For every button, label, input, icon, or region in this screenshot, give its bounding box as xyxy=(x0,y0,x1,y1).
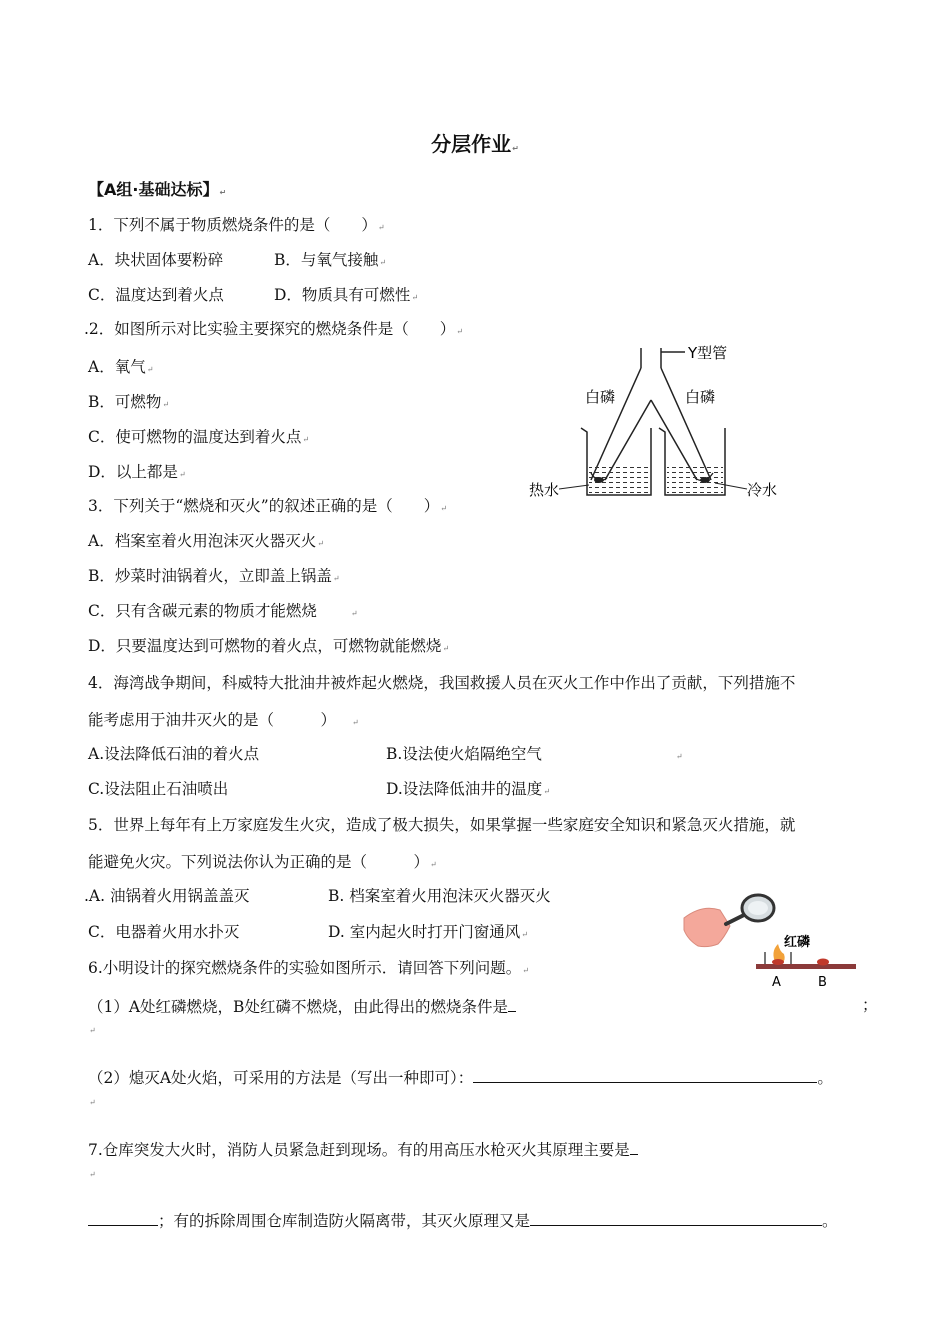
q7-mark: ↵ xyxy=(89,1170,96,1179)
red-phosphorus-b xyxy=(817,959,829,966)
q6-sub1-mark: ↵ xyxy=(89,1026,96,1035)
white-phosphorus-label-right: 白磷 xyxy=(685,388,716,406)
q4-option-b: B.设法使火焰隔绝空气 ↵ xyxy=(386,745,683,763)
q3-option-d: D．只要温度达到可燃物的着火点，可燃物就能燃烧↵ xyxy=(88,637,450,655)
q5-option-c: C．电器着火用水扑灭 xyxy=(88,923,240,941)
q1-stem: 1．下列不属于物质燃烧条件的是（ ）↵ xyxy=(88,216,385,234)
white-phosphorus-label-left: 白磷 xyxy=(585,388,616,406)
q1-option-b: B．与氧气接触↵ xyxy=(274,251,387,269)
q2-option-c: C．使可燃物的温度达到着火点↵ xyxy=(88,428,310,446)
q4-stem-line1: 4．海湾战争期间，科威特大批油井被炸起火燃烧，我国救援人员在灭火工作中作出了贡献，下列措施不 xyxy=(88,674,796,692)
q4-option-d: D.设法降低油井的温度↵ xyxy=(386,780,551,798)
q6-sub1-answer-blank[interactable] xyxy=(508,995,516,1012)
hot-water-label: 热水 xyxy=(529,481,560,499)
white-phosphorus-left xyxy=(594,477,604,483)
q5-stem-line2: 能避免火灾。下列说法你认为正确的是（ ）↵ xyxy=(88,853,437,871)
y-tube-label: Y型管 xyxy=(688,344,728,362)
y-tube-experiment-figure xyxy=(525,340,795,510)
metal-plate xyxy=(756,964,856,969)
red-phosphorus-label: 红磷 xyxy=(784,935,811,950)
q1-option-a: A．块状固体要粉碎 xyxy=(88,251,224,269)
white-phosphorus-right xyxy=(700,477,710,483)
q2-option-d: D．以上都是↵ xyxy=(88,463,186,481)
q7-stem-line1: 7.仓库突发大火时，消防人员紧急赶到现场。有的用高压水枪灭火其原理主要是 xyxy=(88,1138,638,1160)
point-a-label: A xyxy=(772,975,781,990)
page-title: 分层作业↵ xyxy=(431,132,519,156)
hand-shape xyxy=(684,908,730,946)
q7-answer-blank-1[interactable] xyxy=(88,1209,158,1226)
q2-option-a: A．氧气↵ xyxy=(88,358,154,376)
q5-option-a: .A. 油锅着火用锅盖盖灭 xyxy=(84,887,250,905)
q6-sub1-end: ； xyxy=(862,996,878,1014)
point-b-label: B xyxy=(818,975,827,990)
q3-option-b: B．炒菜时油锅着火，立即盖上锅盖↵ xyxy=(88,567,340,585)
q3-option-a: A．档案室着火用泡沫灭火器灭火↵ xyxy=(88,532,324,550)
q6-sub1: （1）A处红磷燃烧，B处红磷不燃烧，由此得出的燃烧条件是 xyxy=(88,995,516,1017)
q2-stem: .2．如图所示对比实验主要探究的燃烧条件是（ ）↵ xyxy=(84,320,463,338)
q2-option-b: B．可燃物↵ xyxy=(88,393,170,411)
q1-option-c: C．温度达到着火点 xyxy=(88,286,224,304)
q6-sub2-mark: ↵ xyxy=(89,1098,96,1107)
q3-stem: 3．下列关于“燃烧和灭火”的叙述正确的是（ ）↵ xyxy=(88,497,447,515)
q5-stem-line1: 5．世界上每年有上万家庭发生火灾，造成了极大损失，如果掌握一些家庭安全知识和紧急灭火措施，就 xyxy=(88,816,796,834)
q7-answer-blank-2[interactable] xyxy=(530,1209,822,1226)
cold-water-label: 冷水 xyxy=(747,481,778,499)
magnifier-phosphorus-figure xyxy=(672,886,862,994)
q7-answer-blank-1-start[interactable] xyxy=(630,1138,638,1155)
q6-stem: 6.小明设计的探究燃烧条件的实验如图所示．请回答下列问题。↵ xyxy=(88,959,529,977)
section-heading-a: 【A组·基础达标】↵ xyxy=(88,180,227,199)
magnifier-icon xyxy=(726,895,774,924)
q3-option-c: C．只有含碳元素的物质才能燃烧 ↵ xyxy=(88,602,358,620)
q7-stem-line2: ；有的拆除周围仓库制造防火隔离带，其灭火原理又是 。 xyxy=(88,1209,838,1231)
q1-option-d: D．物质具有可燃性↵ xyxy=(274,286,419,304)
q4-option-a: A.设法降低石油的着火点 xyxy=(88,745,260,763)
q6-sub2-answer-blank[interactable] xyxy=(473,1066,817,1083)
q5-option-b: B. 档案室着火用泡沫灭火器灭火 xyxy=(328,887,551,905)
q5-option-d: D. 室内起火时打开门窗通风↵ xyxy=(328,923,528,941)
q4-stem-line2: 能考虑用于油井灭火的是（ ） ↵ xyxy=(88,711,359,729)
q4-option-c: C.设法阻止石油喷出 xyxy=(88,780,229,798)
q6-sub2: （2）熄灭A处火焰，可采用的方法是（写出一种即可）： 。 xyxy=(88,1066,833,1088)
